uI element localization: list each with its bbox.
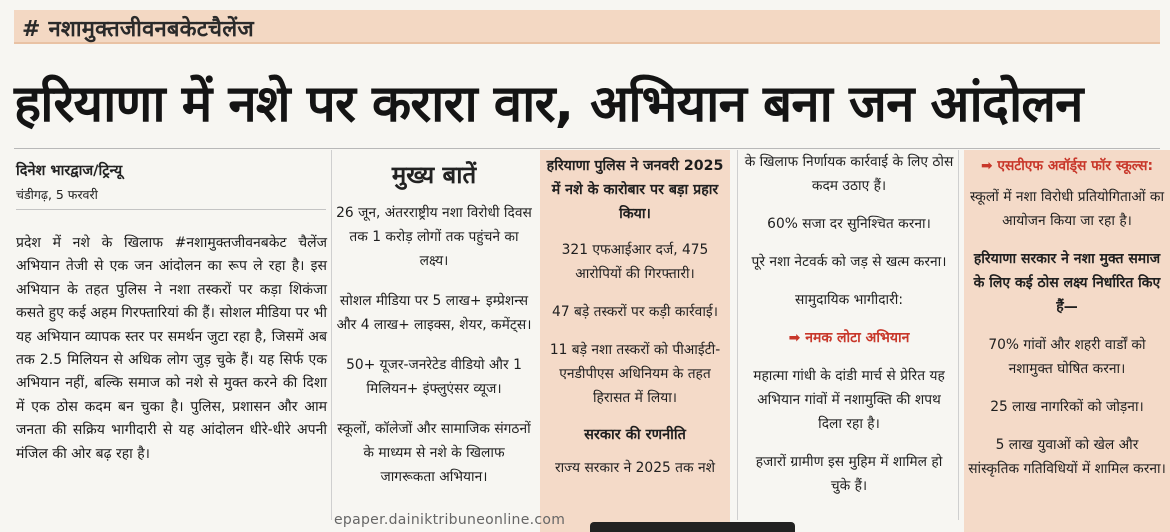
namak-lota-heading: ➡ नमक लोटा अभियान	[788, 330, 910, 346]
byline-divider	[16, 209, 326, 210]
community-heading: सामुदायिक भागीदारी:	[795, 292, 903, 308]
hashtag-label: # नशामुक्तजीवनबकेटचैलेंज	[22, 17, 254, 42]
key-points-column	[336, 150, 532, 505]
target-item: 25 लाख नागरिकों को जोड़ना।	[990, 399, 1144, 415]
key-point: 50+ यूजर-जनरेटेड वीडियो और 1 मिलियन+ इंफ्लुएंसर व्यूज।	[346, 357, 522, 397]
strategy-heading: सरकार की रणनीति	[584, 427, 686, 443]
target-item: 70% गांवों और शहरी वार्डों को नशामुक्त घोषित करना।	[988, 337, 1146, 377]
article-body: प्रदेश में नशे के खिलाफ #नशामुक्तजीवनबकेट चैलेंज अभियान तेजी से एक जन आंदोलन का रूप ले रहा है। इस अभियान के तहत पुलिस ने नशा तस्करों पर कड़ा शिकंजा कसते हुए कई अहम गिरफ्तारियां की हैं। सोशल मीडिया पर भी यह अभियान व्यापक स्तर पर समर्थन जुटा रहा है, जिसमें अब तक 2.5 मिलियन से अधिक लोग जुड़ चुके हैं। यह सिर्फ एक अभियान नहीं, बल्कि समाज को नशे से मुक्त करने की दिशा में एक ठोस कदम बन चुका है। पुलिस, प्रशासन और आम जनता की सक्रिय भागीदारी से यह आंदोलन धीरे-धीरे अपनी मंजिल की ओर बढ़ रहा है।	[16, 235, 327, 462]
key-point: 26 जून, अंतरराष्ट्रीय नशा विरोधी दिवस तक 1 करोड़ लोगों तक पहुंचने का लक्ष्य।	[336, 205, 532, 269]
police-action-lead: हरियाणा पुलिस ने जनवरी 2025 में नशे के कारोबार पर बड़ा प्रहार किया।	[546, 158, 724, 222]
dateline: चंडीगढ़, 5 फरवरी	[16, 187, 98, 202]
hashtag-banner	[14, 10, 1160, 44]
tag-bar	[0, 0, 1170, 50]
campaign-item: हजारों ग्रामीण इस मुहिम में शामिल हो चुके हैं।	[755, 454, 943, 494]
column-divider	[331, 150, 332, 520]
headline: हरियाणा में नशे पर करारा वार, अभियान बना जन आंदोलन	[14, 75, 1083, 134]
police-action-item: 11 बड़े नशा तस्करों को पीआईटी-एनडीपीएस अधिनियम के तहत हिरासत में लिया।	[549, 342, 721, 406]
headline-divider	[14, 148, 1160, 149]
stf-awards-item: स्कूलों में नशा विरोधी प्रतियोगिताओं का आयोजन किया जा रहा है।	[969, 189, 1165, 229]
target-item: 5 लाख युवाओं को खेल और सांस्कृतिक गतिविधियों में शामिल करना।	[968, 437, 1166, 477]
strategy-column	[744, 150, 954, 512]
strategy-text: राज्य सरकार ने 2025 तक नशे	[554, 460, 716, 476]
police-action-item: 47 बड़े तस्करों पर कड़ी कार्रवाई।	[552, 304, 718, 320]
police-action-panel	[540, 150, 730, 532]
targets-lead: हरियाणा सरकार ने नशा मुक्त समाज के लिए कई ठोस लक्ष्य निर्धारित किए हैं—	[973, 251, 1161, 315]
key-point: सोशल मीडिया पर 5 लाख+ इम्प्रेशन्स और 4 लाख+ लाइक्स, शेयर, कमेंट्स।	[336, 293, 532, 333]
key-points-heading: मुख्य बातें	[391, 161, 477, 189]
byline: दिनेश भारद्वाज/ट्रिन्यू	[16, 163, 123, 179]
scroll-handle	[590, 522, 795, 532]
targets-panel	[964, 150, 1170, 532]
column-divider	[958, 150, 959, 520]
campaign-item: महात्मा गांधी के दांडी मार्च से प्रेरित यह अभियान गांवों में नशामुक्ति की शपथ दिला रहा है।	[753, 368, 945, 432]
strategy-item: 60% सजा दर सुनिश्चित करना।	[767, 216, 931, 232]
column-divider	[737, 150, 738, 520]
strategy-item: पूरे नशा नेटवर्क को जड़ से खत्म करना।	[751, 254, 947, 270]
source-url: epaper.dainiktribuneonline.com	[334, 512, 566, 528]
strategy-item: के खिलाफ निर्णायक कार्रवाई के लिए ठोस कदम उठाए हैं।	[744, 154, 954, 194]
police-action-item: 321 एफआईआर दर्ज, 475 आरोपियों की गिरफ्तारी।	[561, 242, 709, 282]
stf-awards-heading: ➡ एसटीएफ अवॉर्ड्स फॉर स्कूल्स:	[980, 158, 1154, 174]
key-point: स्कूलों, कॉलेजों और सामाजिक संगठनों के माध्यम से नशे के खिलाफ जागरूकता अभियान।	[337, 421, 531, 485]
